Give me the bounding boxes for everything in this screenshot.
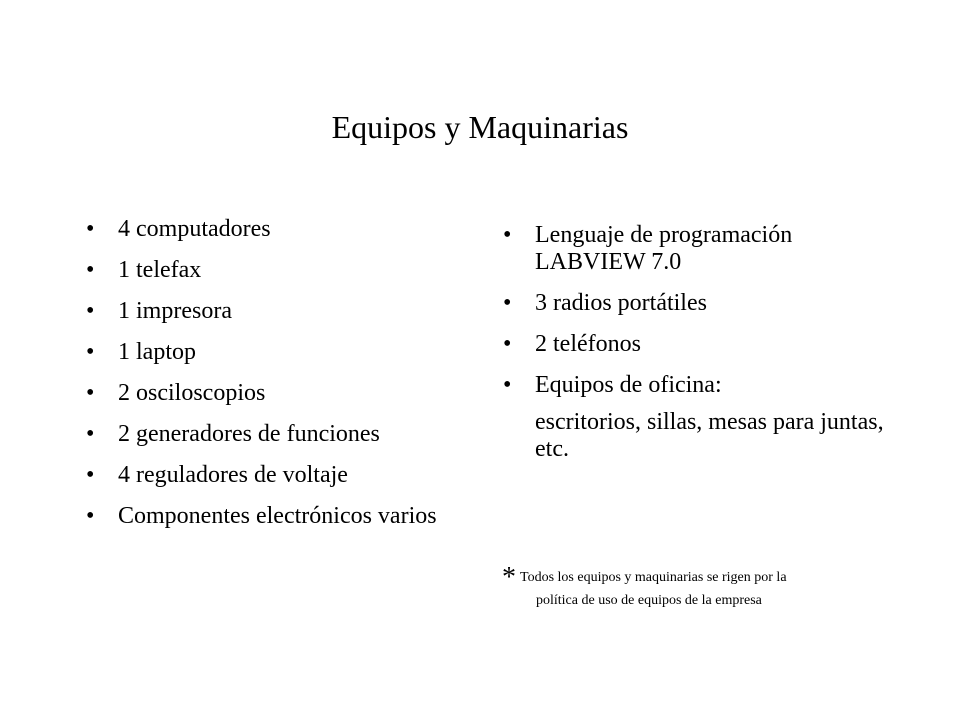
bullet-icon: • xyxy=(86,503,95,529)
bullet-icon: • xyxy=(86,298,95,324)
list-item-text: 4 computadores xyxy=(118,216,271,242)
list-item-text: 1 telefax xyxy=(118,257,202,283)
office-detail-text: escritorios, sillas, mesas para juntas, etc. xyxy=(535,409,884,462)
list-item-text: Lenguaje de programación LABVIEW 7.0 xyxy=(535,222,793,275)
slide-title: Equipos y Maquinarias xyxy=(331,109,629,145)
bullet-icon: • xyxy=(503,331,512,357)
bullet-icon: • xyxy=(86,257,95,283)
list-item xyxy=(503,372,903,399)
list-item-text: 4 reguladores de voltaje xyxy=(118,462,348,488)
list-item xyxy=(86,339,466,366)
asterisk-icon: * xyxy=(502,562,516,593)
bullet-icon: • xyxy=(86,216,95,242)
bullet-icon: • xyxy=(86,421,95,447)
footnote xyxy=(502,562,912,612)
list-item xyxy=(86,503,466,530)
list-item xyxy=(86,216,466,243)
list-item-text: 3 radios portátiles xyxy=(535,290,707,316)
footnote-line-2: política de uso de equipos de la empresa xyxy=(536,593,762,608)
office-detail xyxy=(503,409,903,463)
bullet-icon: • xyxy=(86,462,95,488)
list-item-text: Equipos de oficina: xyxy=(535,372,722,398)
list-item-text: 1 impresora xyxy=(118,298,232,324)
bullet-icon: • xyxy=(503,372,512,398)
list-item xyxy=(86,421,466,448)
list-item xyxy=(503,331,903,358)
left-bullet-list xyxy=(86,216,466,544)
list-item xyxy=(86,257,466,284)
list-item-text: Componentes electrónicos varios xyxy=(118,503,437,529)
list-item-text: 2 generadores de funciones xyxy=(118,421,380,447)
list-item xyxy=(86,380,466,407)
list-item xyxy=(86,462,466,489)
list-item xyxy=(503,290,903,317)
bullet-icon: • xyxy=(86,380,95,406)
bullet-icon: • xyxy=(86,339,95,365)
list-item-text: 2 teléfonos xyxy=(535,331,641,357)
right-bullet-list xyxy=(503,222,903,477)
list-item-text: 1 laptop xyxy=(118,339,196,365)
footnote-line-1: Todos los equipos y maquinarias se rigen por la xyxy=(520,570,787,585)
list-item-text: 2 osciloscopios xyxy=(118,380,266,406)
bullet-icon: • xyxy=(503,222,512,248)
list-item xyxy=(503,222,903,276)
bullet-icon: • xyxy=(503,290,512,316)
list-item xyxy=(86,298,466,325)
